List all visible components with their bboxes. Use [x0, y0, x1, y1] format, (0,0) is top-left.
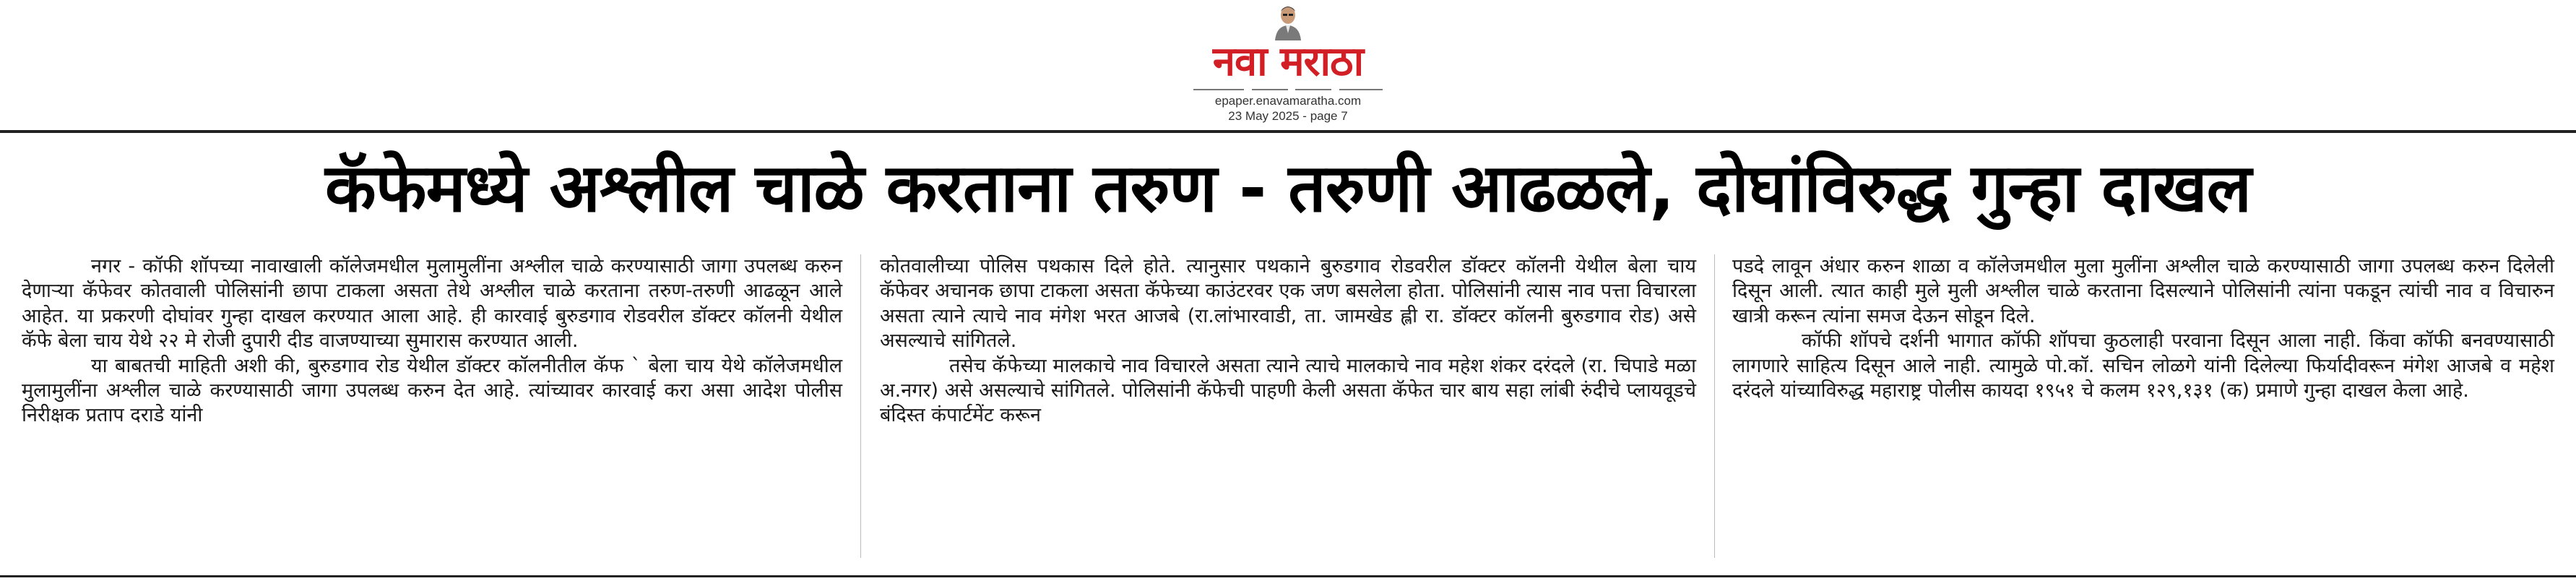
- bottom-divider: [0, 575, 2576, 577]
- article-column-1: [22, 254, 842, 429]
- logo-tagline-decoration: [1193, 87, 1383, 92]
- newspaper-logo: नवा मराठा: [1212, 38, 1364, 85]
- epaper-url: epaper.enavamaratha.com: [1214, 94, 1362, 108]
- edition-date: 23 May 2025 - page 7: [1228, 109, 1348, 123]
- article-paragraph: तसेच कॅफेच्या मालकाचे नाव विचारले असता त्याने त्याचे मालकाचे नाव महेश शंकर दरंदले (रा. चिपाडे मळा अ.नगर) असे असल्याचे सांगितले. पोलिसांनी कॅफेची पाहणी केली असता कॅफेत चार बाय सहा लांबी रुंदीचे प्लायवूडचे बंदिस्त कंपार्टमेंट करून: [880, 354, 1696, 427]
- article-paragraph: कॉफी शॉपचे दर्शनी भागात कॉफी शॉपचा कुठलाही परवाना दिसून आला नाही. किंवा कॉफी बनवण्यासाठी लागणारे साहित्य दिसून आले नाही. त्यामुळे पो.कॉ. सचिन लोळगे यांनी दिलेल्या फिर्यादीवरून मंगेश आजबे व महेश दरंदले यांच्याविरुद्ध महाराष्ट्र पोलीस कायदा १९५१ चे कलम १२९,१३१ (क) प्रमाणे गुन्हा दाखल केला आहे.: [1732, 330, 2554, 403]
- masthead: [0, 0, 2576, 129]
- column-divider: [860, 254, 861, 558]
- editor-portrait-icon: [1274, 3, 1302, 40]
- article-paragraph: नगर - कॉफी शॉपच्या नावाखाली कॉलेजमधील मुलामुलींना अश्लील चाळे करण्यासाठी जागा उपलब्ध करुन देणाऱ्या कॅफेवर कोतवाली पोलिसांनी छापा टाकला असता तेथे अश्लील चाळे करताना तरुण-तरुणी आढळून आले आहेत. या प्रकरणी दोघांवर गुन्हा दाखल करण्यात आला आहे. ही कारवाई बुरुडगाव रोडवरील डॉक्टर कॉलनी येथील कॅफे बेला चाय येथे २२ मे रोजी दुपारी दीड वाजण्याच्या सुमारास करण्यात आली.: [22, 255, 842, 353]
- article-paragraph: या बाबतची माहिती अशी की, बुरुडगाव रोड येथील डॉक्टर कॉलनीतील कॅफ ` बेला चाय येथे कॉलेजमधील मुलामुलींना अश्लील चाळे करण्यासाठी जागा उपलब्ध करुन देत आहे. त्यांच्यावर कारवाई करा असा आदेश पोलीस निरीक्षक प्रताप दराडे यांनी: [22, 354, 842, 427]
- article-column-2: [880, 254, 1696, 429]
- article-headline: कॅफेमध्ये अश्लील चाळे करताना तरुण - तरुणी आढळले, दोघांविरुद्ध गुन्हा दाखल: [325, 150, 2251, 227]
- article-column-3: [1732, 254, 2554, 403]
- column-divider: [1714, 254, 1715, 558]
- article-paragraph: पडदे लावून अंधार करुन शाळा व कॉलेजमधील मुला मुलींना अश्लील चाळे करण्यासाठी जागा उपलब्ध करुन दिलेली दिसून आली. त्यात काही मुले मुली अश्लील चाळे करताना दिसल्याने पोलिसांनी त्यांना पकडून त्यांची नाव व विचारुन खात्री करून त्यांना समज देऊन सोडून दिले.: [1732, 255, 2554, 327]
- article-paragraph: कोतवालीच्या पोलिस पथकास दिले होते. त्यानुसार पथकाने बुरुडगाव रोडवरील डॉक्टर कॉलनी येथील बेला चाय कॅफेवर अचानक छापा टाकला असता कॅफेच्या काउंटरवर एक जण बसलेला होता. पोलिसांनी त्यास नाव पत्ता विचारला असता त्याने त्याचे नाव मंगेश भरत आजबे (रा.लांभारवाडी, ता. जामखेड ह्ली रा. डॉक्टर कॉलनी बुरुडगाव रोड) असे असल्याचे सांगितले.: [880, 255, 1696, 353]
- top-divider: [0, 130, 2576, 133]
